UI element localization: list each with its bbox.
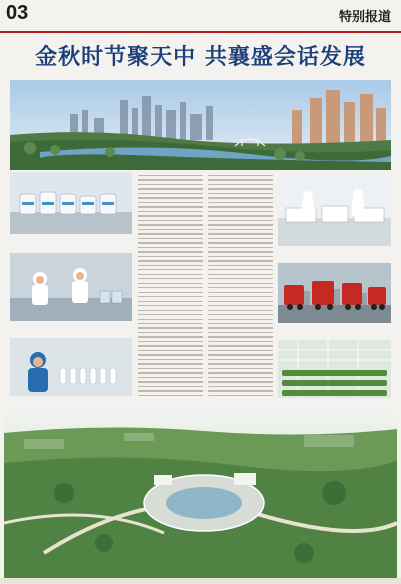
page-footer-strip [0,578,401,584]
factory-photo-1 [10,172,132,234]
trucks-photo [278,263,391,323]
factory-photo-3 [10,338,132,396]
hero-city-photo [10,80,391,170]
section-label: 特别报道 [338,9,391,24]
lab-photo [278,178,391,246]
page-header [0,0,401,32]
greenhouse-photo [278,340,391,398]
production-line-illustration [10,172,132,234]
factory-photo-2 [10,253,132,321]
article-body-column-2 [208,175,273,400]
workers-illustration [10,253,132,321]
red-trucks-illustration [278,263,391,323]
bottling-worker-illustration [10,338,132,396]
greenhouse-illustration [278,340,391,398]
aerial-expo-photo [4,403,397,578]
header-rule [0,31,401,33]
article-body-column-1 [138,175,203,400]
aerial-landscape-illustration [4,403,397,578]
laboratory-illustration [278,178,391,246]
page-number: 03 [6,2,29,24]
article-headline: 金秋时节聚天中 共襄盛会话发展 [35,44,366,70]
city-skyline-illustration [10,80,391,170]
